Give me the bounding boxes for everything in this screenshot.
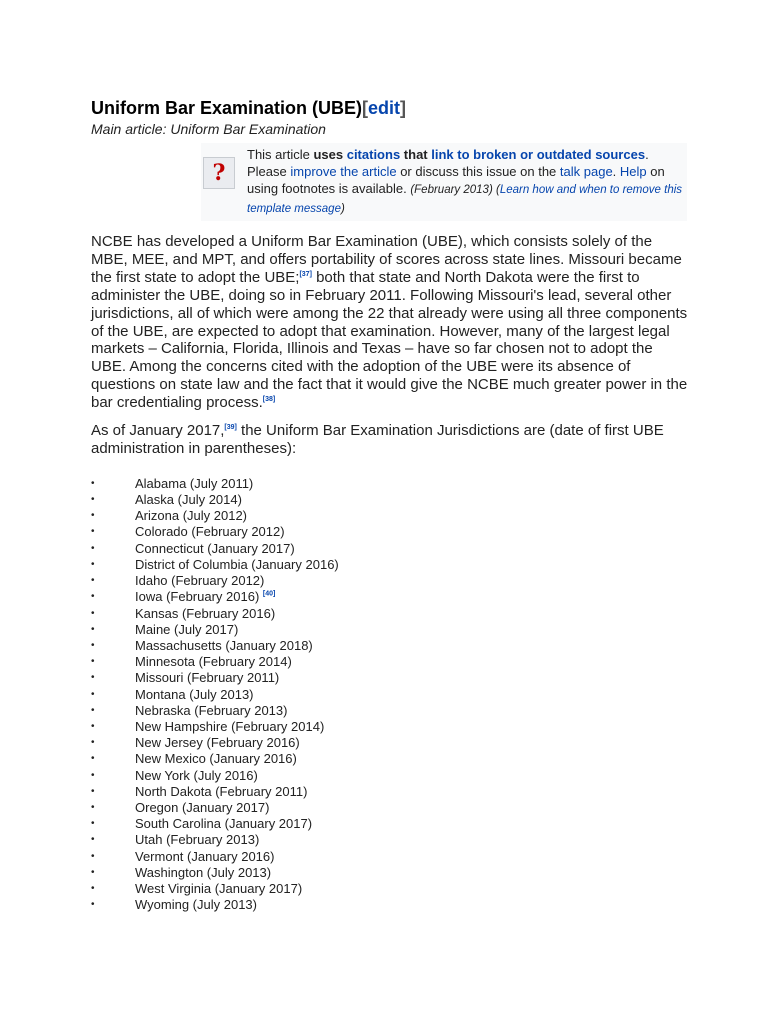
citation-link[interactable]: [38]: [262, 396, 276, 404]
jurisdiction-label: Minnesota (February 2014): [135, 654, 292, 670]
paragraph-text: both that state and North Dakota were the first to administer the UBE, doing so in February 2011. Following Missouri's lead, several other jurisdictions, all of which were among the 22 that already were using all three components of the UBE, are expected to adopt that examination. However, many of the largest legal markets – California, Florida, Illinois and Texas – have so far chosen not to adopt the UBE. Among the concerns cited with the adoption of the UBE were its absence of questions on state law and the fact that it would give the NCBE much greater power in the bar credentialing process.: [91, 268, 688, 412]
list-item: [91, 476, 691, 492]
citation-link[interactable]: [40]: [262, 590, 276, 598]
list-item: [91, 816, 691, 832]
bullet-icon: •: [91, 720, 95, 732]
list-item: [91, 751, 691, 767]
jurisdiction-label: Colorado (February 2012): [135, 524, 285, 540]
bullet-icon: •: [91, 526, 95, 538]
section-heading-title: Uniform Bar Examination (UBE): [91, 98, 363, 118]
jurisdictions-list: [91, 476, 691, 913]
jurisdiction-label: West Virginia (January 2017): [135, 880, 303, 896]
notice-text-part: ): [340, 203, 345, 215]
notice-text-bold: uses: [313, 147, 347, 162]
bullet-icon: •: [91, 639, 95, 651]
jurisdiction-label: Maine (July 2017): [135, 621, 239, 637]
jurisdiction-label: Vermont (January 2016): [135, 848, 275, 864]
notice-text-bold: that: [400, 147, 432, 162]
citation-ref[interactable]: [263, 396, 275, 403]
list-item: [91, 784, 691, 800]
list-item: [91, 557, 691, 573]
bullet-icon: •: [91, 834, 95, 846]
list-item: [91, 541, 691, 557]
notice-text-part: (: [492, 184, 500, 196]
bullet-icon: •: [91, 850, 95, 862]
bullet-icon: •: [91, 866, 95, 878]
list-item: [91, 832, 691, 848]
question-mark-glyph: ?: [212, 160, 226, 186]
list-item: [91, 897, 691, 913]
list-item: [91, 638, 691, 654]
citation-ref[interactable]: [224, 424, 236, 431]
list-item: [91, 687, 691, 703]
citation-link[interactable]: [37]: [299, 270, 312, 278]
jurisdiction-label: Missouri (February 2011): [135, 670, 280, 686]
list-item: [91, 735, 691, 751]
list-item: [91, 703, 691, 719]
paragraph-text: As of January 2017,: [91, 422, 225, 440]
edit-bracket-close: ]: [400, 98, 407, 118]
list-item: [91, 719, 691, 735]
list-item: [91, 654, 691, 670]
broken-sources-link[interactable]: link to broken or outdated sources: [431, 147, 646, 162]
citation-ref[interactable]: [299, 271, 311, 278]
jurisdiction-label: New Mexico (January 2016): [135, 751, 297, 767]
bullet-icon: •: [91, 607, 95, 619]
jurisdiction-label: Connecticut (January 2017): [135, 540, 295, 556]
remove-template-link[interactable]: Learn how and when to remove this template message: [247, 184, 683, 215]
bullet-icon: •: [91, 818, 95, 830]
list-item: [91, 622, 691, 638]
jurisdiction-label: Arizona (July 2012): [135, 508, 247, 524]
ube-description-paragraph: [91, 233, 691, 412]
notice-text-part: . Please: [247, 147, 649, 179]
citation-notice-box: [201, 143, 687, 221]
jurisdiction-label: Alabama (July 2011): [135, 475, 254, 491]
citation-link[interactable]: [39]: [224, 424, 237, 432]
jurisdiction-label: Oregon (January 2017): [135, 799, 270, 815]
bullet-icon: •: [91, 753, 95, 765]
edit-link[interactable]: edit: [368, 98, 401, 118]
jurisdiction-label: Wyoming (July 2013): [135, 897, 257, 913]
list-item: [91, 881, 691, 897]
bullet-icon: •: [91, 704, 95, 716]
notice-text-part: This article: [247, 147, 314, 162]
jurisdiction-label: North Dakota (February 2011): [135, 783, 308, 799]
bullet-icon: •: [91, 558, 95, 570]
list-item: [91, 849, 691, 865]
jurisdiction-label: South Carolina (January 2017): [135, 816, 313, 832]
question-mark-icon: [203, 157, 235, 189]
jurisdiction-label: Kansas (February 2016): [135, 605, 276, 621]
bullet-icon: •: [91, 737, 95, 749]
jurisdiction-label: New Hampshire (February 2014): [135, 718, 325, 734]
notice-text-part: on using footnotes is available.: [247, 164, 665, 196]
notice-date: (February 2013): [410, 184, 493, 196]
bullet-icon: •: [91, 656, 95, 668]
notice-text-part: .: [612, 164, 620, 179]
bullet-icon: •: [91, 672, 95, 684]
help-link[interactable]: Help: [619, 164, 647, 179]
list-item: [91, 508, 691, 524]
main-article-hatnote: Main article: Uniform Bar Examination: [91, 121, 326, 137]
citations-link[interactable]: citations: [346, 147, 401, 162]
jurisdiction-label: District of Columbia (January 2016): [135, 556, 339, 572]
jurisdiction-label: Montana (July 2013): [135, 686, 254, 702]
notice-text-part: or discuss this issue on the: [396, 164, 560, 179]
bullet-icon: •: [91, 688, 95, 700]
bullet-icon: •: [91, 801, 95, 813]
talk-page-link[interactable]: talk page: [559, 164, 613, 179]
list-item: [91, 670, 691, 686]
list-item: [91, 606, 691, 622]
jurisdiction-label: Iowa (February 2016): [135, 589, 263, 605]
jurisdiction-label: Utah (February 2013): [135, 832, 260, 848]
paragraph-text: the Uniform Bar Examination Jurisdictions are (date of first UBE administration in parentheses):: [91, 422, 664, 457]
list-item: [91, 865, 691, 881]
jurisdiction-label: Idaho (February 2012): [135, 573, 265, 589]
edit-bracket-open: [: [362, 98, 369, 118]
list-item: [91, 573, 691, 589]
list-item: [91, 492, 691, 508]
bullet-icon: •: [91, 591, 95, 603]
bullet-icon: •: [91, 510, 95, 522]
jurisdiction-label: New Jersey (February 2016): [135, 735, 300, 751]
bullet-icon: •: [91, 575, 95, 587]
bullet-icon: •: [91, 769, 95, 781]
bullet-icon: •: [91, 623, 95, 635]
jurisdiction-label: Nebraska (February 2013): [135, 702, 288, 718]
jurisdiction-label: Washington (July 2013): [135, 864, 272, 880]
article-content: [91, 96, 691, 913]
list-item: [91, 768, 691, 784]
bullet-icon: •: [91, 477, 95, 489]
bullet-icon: •: [91, 785, 95, 797]
citation-ref[interactable]: [263, 591, 275, 598]
bullet-icon: •: [91, 882, 95, 894]
bullet-icon: •: [91, 899, 95, 911]
section-heading: [91, 96, 691, 120]
list-item: [91, 524, 691, 540]
list-item: [91, 800, 691, 816]
jurisdiction-label: Alaska (July 2014): [135, 492, 242, 508]
jurisdiction-label: Massachusetts (January 2018): [135, 637, 313, 653]
citation-notice-text: [247, 146, 687, 218]
paragraph-text: NCBE has developed a Uniform Bar Examination (UBE), which consists solely of the MBE, MEE, and MPT, and offers portability of scores across state lines. Missouri became the first state to adopt the UBE;: [91, 233, 682, 286]
improve-article-link[interactable]: improve the article: [290, 164, 397, 179]
list-item: [91, 589, 691, 605]
bullet-icon: •: [91, 494, 95, 506]
jurisdictions-intro-paragraph: [91, 422, 691, 458]
jurisdiction-label: New York (July 2016): [135, 767, 258, 783]
bullet-icon: •: [91, 542, 95, 554]
